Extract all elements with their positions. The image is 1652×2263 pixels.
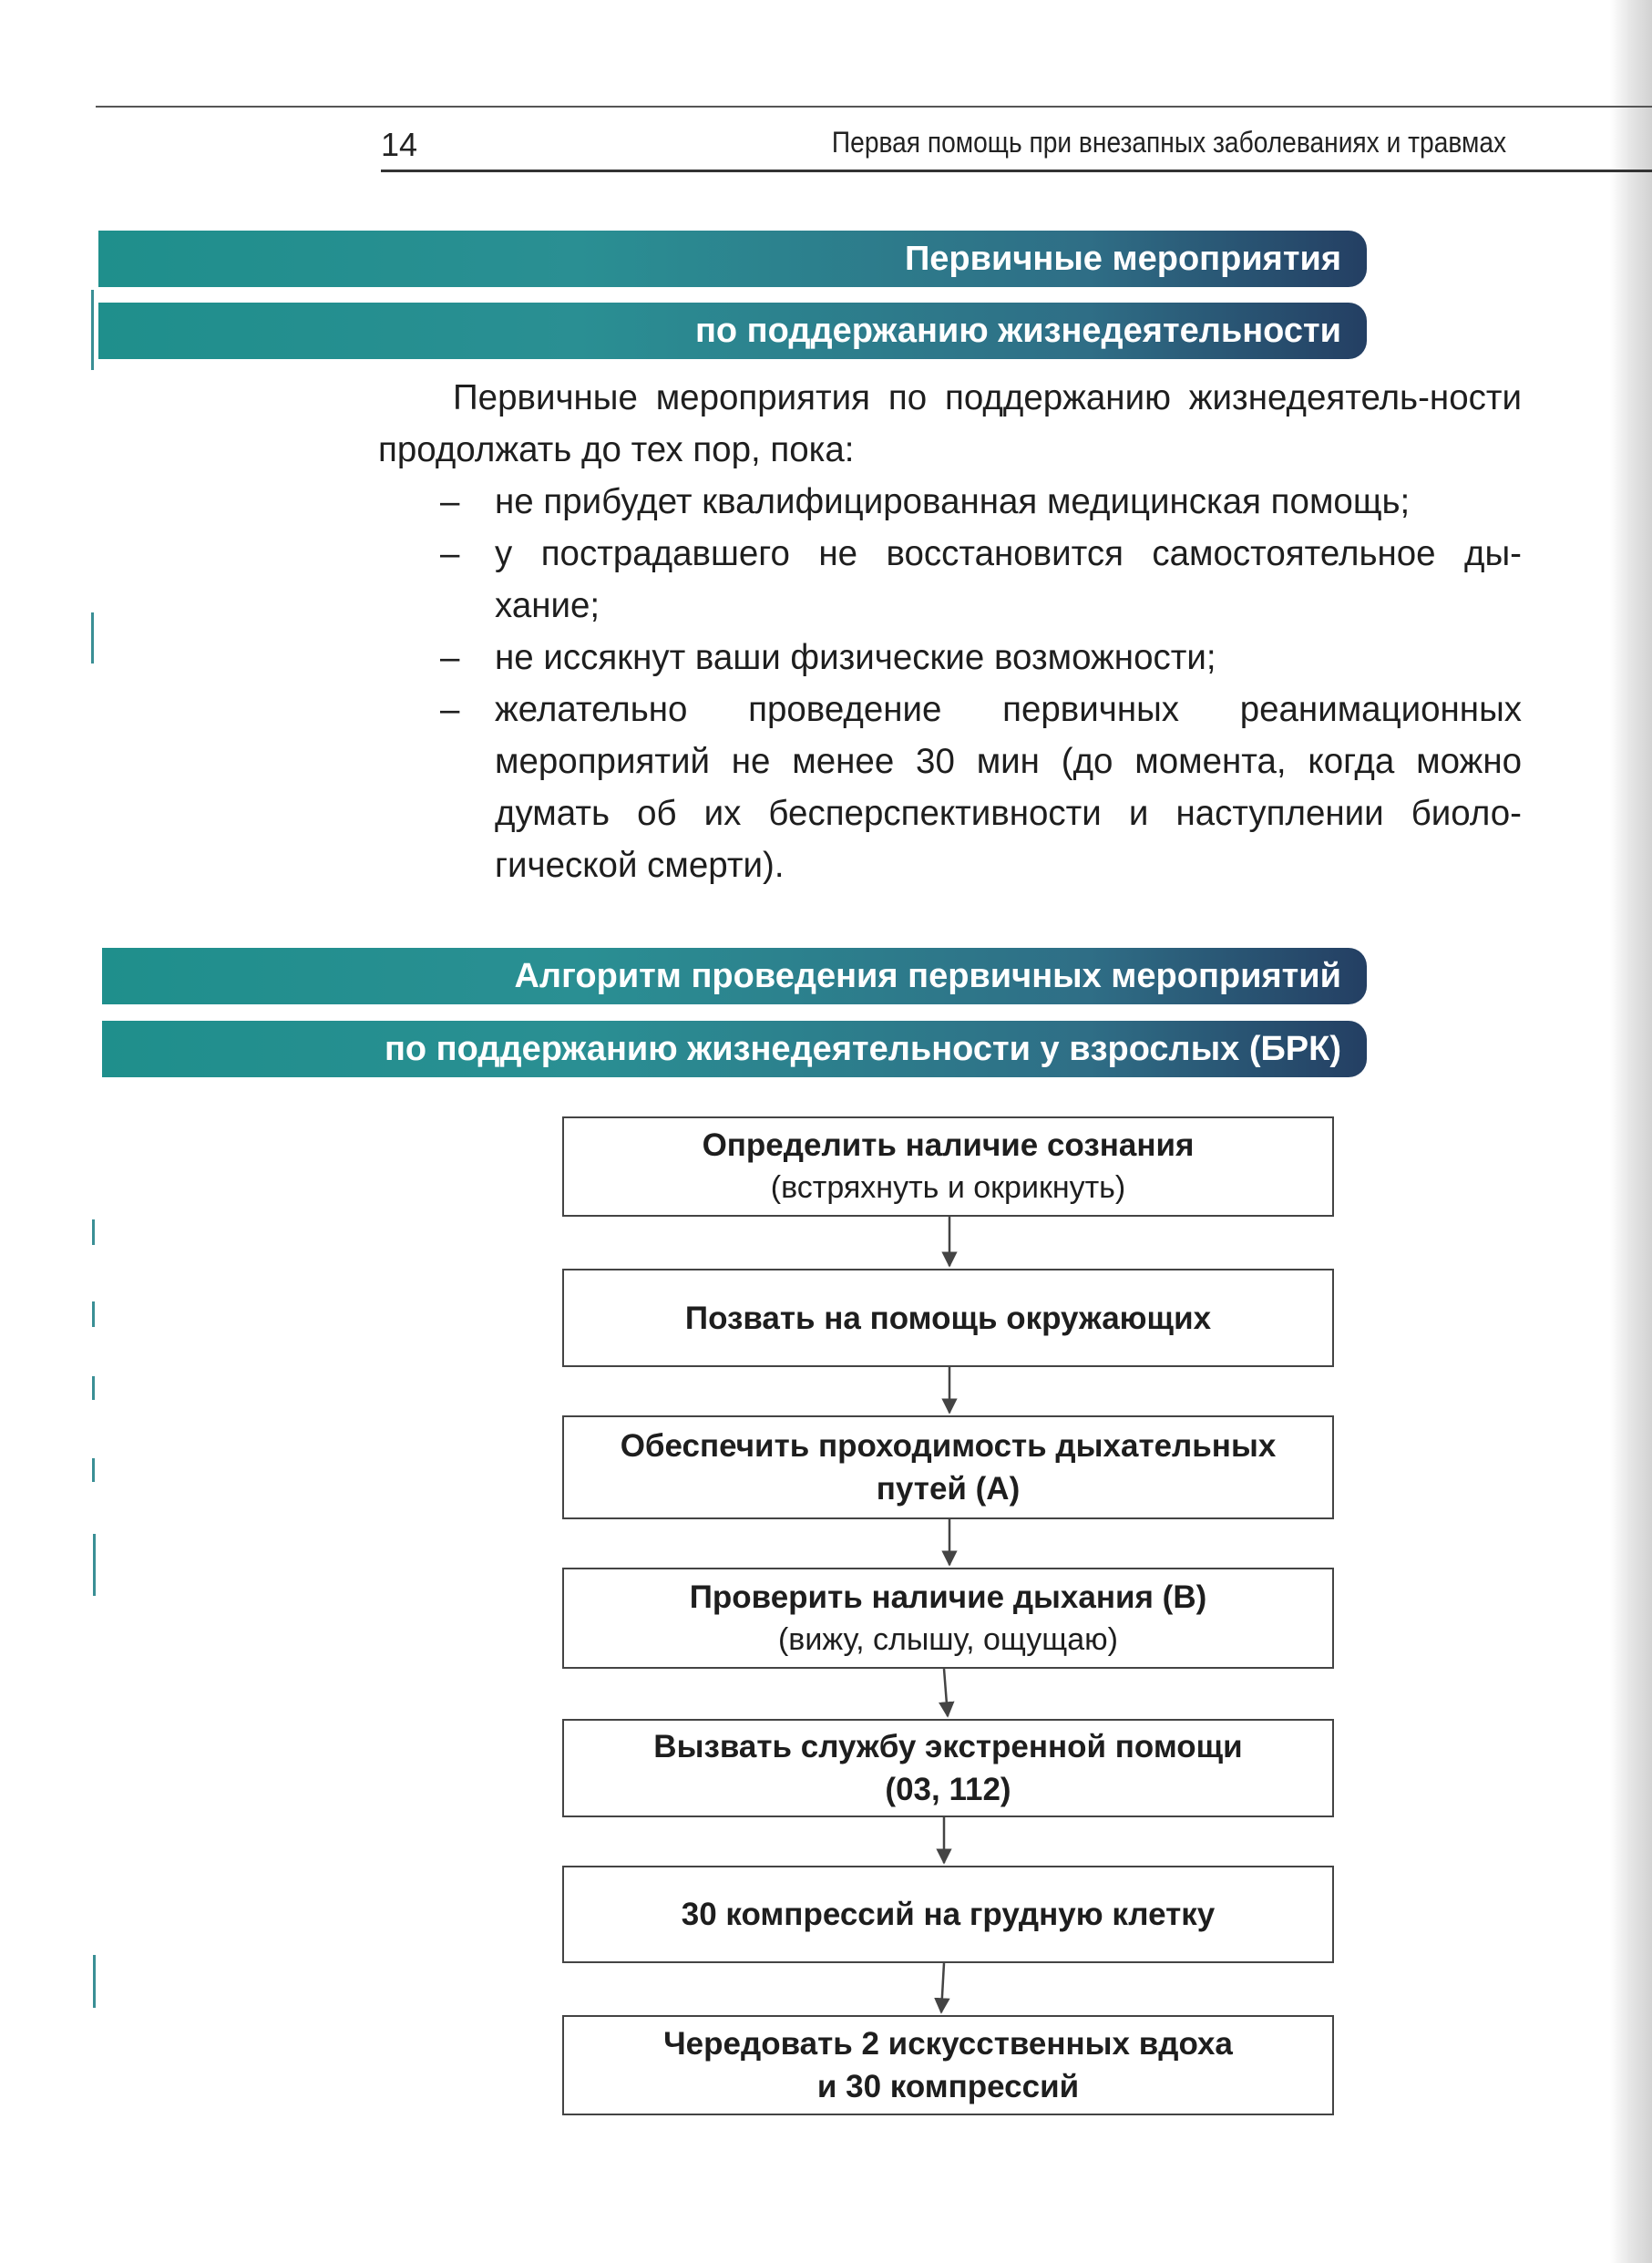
- page-number: 14: [381, 126, 418, 163]
- flow-step-6: [562, 1866, 1334, 1963]
- section1-heading-line2: по поддержанию жизнедеятельности: [98, 303, 1367, 359]
- flow-step-4: [562, 1568, 1334, 1669]
- flow-step-1: [562, 1116, 1334, 1217]
- running-title: Первая помощь при внезапных заболеваниях и травмах: [831, 126, 1506, 159]
- flow-step-sub: (вижу, слышу, ощущаю): [777, 1621, 1118, 1657]
- flow-step-main: Определить наличие сознания: [702, 1127, 1195, 1163]
- bullet-dash: –: [440, 690, 460, 729]
- bullet-dash: –: [440, 638, 460, 677]
- list-item-text: желательно проведение первичных реанимационных мероприятий не менее 30 мин (до момента, когда можно думать об их бесперспективности и наступлении биоло-гической смерти).: [495, 690, 1522, 885]
- flow-arrow: [944, 1669, 948, 1716]
- section1-heading-line1: Первичные мероприятия: [98, 231, 1367, 287]
- bullet-dash: –: [440, 534, 460, 573]
- section2-heading-line1: Алгоритм проведения первичных мероприятий: [102, 948, 1367, 1004]
- list-item-text: у пострадавшего не восстановится самостоятельное ды-хание;: [495, 534, 1522, 625]
- flow-step-main: 30 компрессий на грудную клетку: [681, 1897, 1216, 1932]
- list-item-text: не прибудет квалифицированная медицинская помощь;: [495, 482, 1411, 521]
- flow-step-2: [562, 1269, 1334, 1367]
- flow-step-main: Проверить наличие дыхания (В): [689, 1579, 1207, 1615]
- flow-step-main: Чередовать 2 искусственных вдоха и 30 компрессий: [663, 2026, 1233, 2104]
- flow-arrow: [941, 1963, 944, 2012]
- flow-step-sub: (встряхнуть и окрикнуть): [770, 1170, 1126, 1205]
- flow-step-7: [562, 2015, 1334, 2115]
- flow-step-main: Позвать на помощь окружающих: [684, 1300, 1212, 1336]
- flow-step-main: Обеспечить проходимость дыхательных путей (А): [620, 1428, 1277, 1507]
- section2-heading-line2: по поддержанию жизнедеятельности у взрослых (БРК): [102, 1021, 1367, 1077]
- flow-step-5: [562, 1719, 1334, 1817]
- flow-step-main: Вызвать службу экстренной помощи (03, 112): [653, 1729, 1243, 1807]
- bullet-dash: –: [440, 482, 460, 521]
- flow-step-3: [562, 1415, 1334, 1519]
- list-item-text: не иссякнут ваши физические возможности;: [495, 638, 1216, 677]
- section1-intro: Первичные мероприятия по поддержанию жизнедеятель-ности продолжать до тех пор, пока:: [378, 378, 1522, 469]
